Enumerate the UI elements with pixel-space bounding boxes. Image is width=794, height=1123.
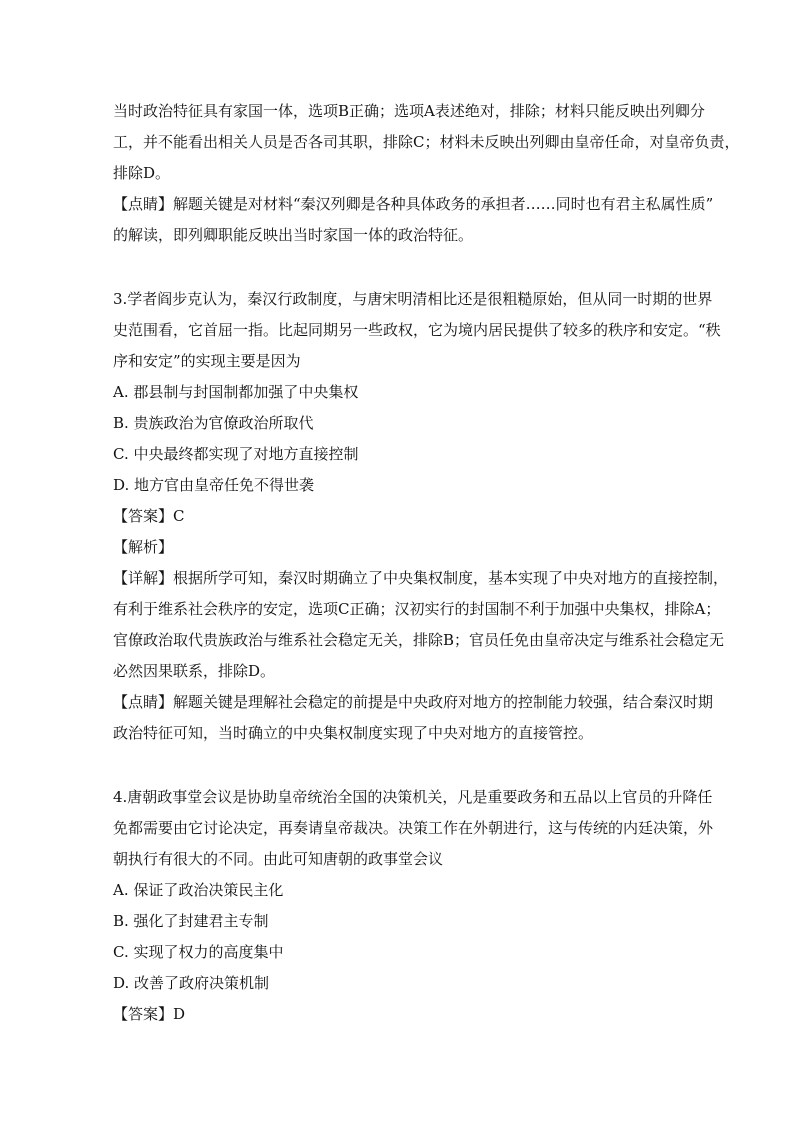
question-3-stem: 3.学者阎步克认为，秦汉行政制度，与唐宋明清相比还是很粗糙原始，但从同一时期的世界 [113, 290, 713, 308]
text-line: 免都需要由它讨论决定，再奏请皇帝裁决。决策工作在外朝进行，这与传统的内廷决策，外 [113, 819, 714, 837]
option-c: C. 实现了权力的高度集中 [113, 943, 284, 961]
text-line: 当时政治特征具有家国一体，选项B正确；选项A表述绝对，排除；材料只能反映出列卿分 [113, 102, 705, 120]
answer-label: 【答案】D [113, 1005, 186, 1023]
text-line: 朝执行有很大的不同。由此可知唐朝的政事堂会议 [113, 850, 444, 868]
text-line: 【点睛】解题关键是对材料“秦汉列卿是各种具体政务的承担者……同时也有君主私属性质” [113, 195, 714, 213]
text-line: 官僚政治取代贵族政治与维系社会稳定无关，排除B；官员任免由皇帝决定与维系社会稳定无 [113, 631, 725, 649]
text-line: 工，并不能看出相关人员是否各司其职，排除C；材料未反映出列卿由皇帝任命，对皇帝负责， [113, 133, 740, 151]
option-c: C. 中央最终都实现了对地方直接控制 [113, 445, 359, 463]
option-a: A. 郡县制与封国制都加强了中央集权 [113, 383, 359, 401]
text-line: 的解读，即列卿职能反映出当时家国一体的政治特征。 [113, 226, 474, 244]
answer-label: 【答案】C [113, 507, 185, 525]
option-a: A. 保证了政治决策民主化 [113, 881, 284, 899]
text-line: 有利于维系社会秩序的安定，选项C正确；汉初实行的封国制不利于加强中央集权，排除A； [113, 600, 721, 618]
text-line: 政治特征可知，当时确立的中央集权制度实现了中央对地方的直接管控。 [113, 724, 594, 742]
analysis-label: 【解析】 [113, 538, 174, 556]
text-line: 排除D。 [113, 164, 171, 182]
question-4-stem: 4.唐朝政事堂会议是协助皇帝统治全国的决策机关，凡是重要政务和五品以上官员的升降任 [113, 788, 713, 806]
option-d: D. 改善了政府决策机制 [113, 974, 270, 992]
key-point: 【点睛】解题关键是理解社会稳定的前提是中央政府对地方的控制能力较强，结合秦汉时期 [113, 693, 714, 711]
option-d: D. 地方官由皇帝任免不得世袭 [113, 476, 315, 494]
detail-explanation: 【详解】根据所学可知，秦汉时期确立了中央集权制度，基本实现了中央对地方的直接控制， [113, 569, 729, 587]
text-line: 必然因果联系，排除D。 [113, 662, 276, 680]
option-b: B. 贵族政治为官僚政治所取代 [113, 414, 314, 432]
text-line: 史范围看，它首屈一指。比起同期另一些政权，它为境内居民提供了较多的秩序和安定。“秩 [113, 321, 721, 339]
text-line: 序和安定”的实现主要是因为 [113, 352, 301, 370]
option-b: B. 强化了封建君主专制 [113, 912, 269, 930]
